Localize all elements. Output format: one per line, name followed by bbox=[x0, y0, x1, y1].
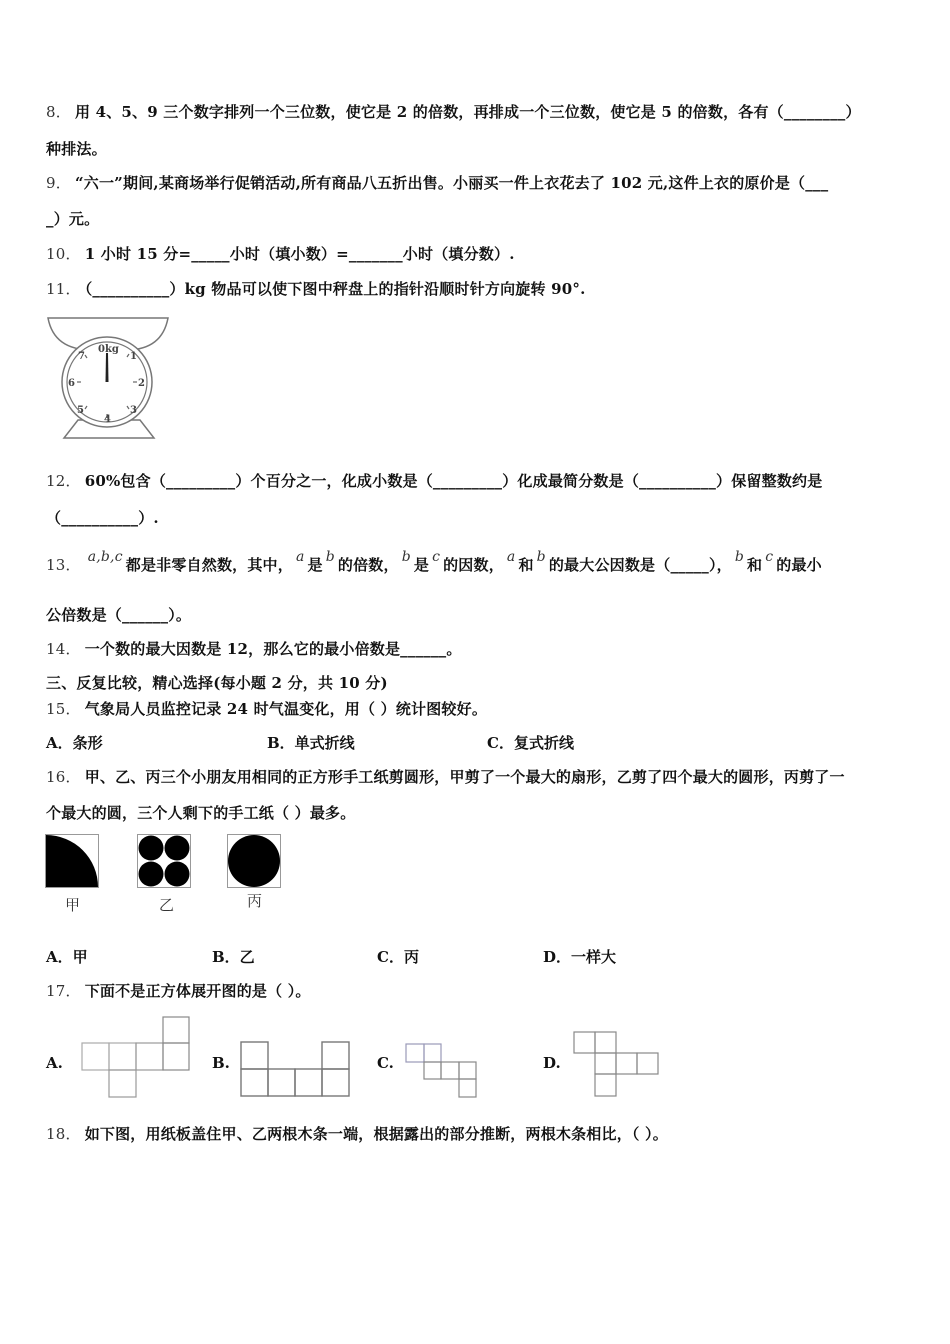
question-number: 8． bbox=[46, 103, 71, 121]
question-14 bbox=[46, 639, 462, 659]
question-number: 9． bbox=[46, 174, 71, 192]
question-8-cont bbox=[46, 139, 107, 159]
caption-bing: 丙 bbox=[247, 892, 263, 910]
dial-label-0kg: 0kg bbox=[98, 344, 119, 355]
option-b[interactable]: B. bbox=[212, 1054, 230, 1072]
question-text: 下面不是正方体展开图的是（ ）。 bbox=[84, 982, 311, 1000]
question-text: 的最大公因数是（_____）， bbox=[548, 556, 732, 574]
math-var: b bbox=[536, 549, 546, 565]
cube-net-d[interactable] bbox=[572, 1030, 662, 1100]
figure-yi-four-circles bbox=[137, 834, 191, 888]
caption-jia: 甲 bbox=[65, 896, 81, 914]
section-title: 三、反复比较，精心选择(每小题 2 分，共 10 分) bbox=[46, 674, 388, 692]
question-13-cont bbox=[46, 605, 191, 625]
svg-text:7: 7 bbox=[78, 351, 85, 362]
question-10 bbox=[46, 244, 515, 264]
question-text: 的因数， bbox=[443, 556, 504, 574]
svg-text:5: 5 bbox=[77, 405, 84, 416]
question-text: _）元。 bbox=[46, 210, 100, 228]
question-number: 16． bbox=[46, 768, 81, 786]
question-16-cont bbox=[46, 803, 355, 823]
question-text: 和 bbox=[518, 556, 534, 574]
question-text: 种排法。 bbox=[46, 140, 107, 158]
question-number: 12． bbox=[46, 472, 81, 490]
question-text: 是 bbox=[413, 556, 430, 574]
math-var: a,b,c bbox=[87, 549, 123, 565]
question-text: 甲、乙、丙三个小朋友用相同的正方形手工纸剪圆形，甲剪了一个最大的扇形，乙剪了四个最大的圆形，丙剪了一 bbox=[84, 768, 845, 786]
question-text: 个最大的圆，三个人剩下的手工纸（ ）最多。 bbox=[46, 804, 356, 822]
svg-text:1: 1 bbox=[130, 351, 137, 362]
question-12 bbox=[46, 471, 822, 491]
question-9-cont bbox=[46, 209, 99, 229]
question-number: 17． bbox=[46, 982, 81, 1000]
question-number: 11． bbox=[46, 280, 81, 298]
math-var: b bbox=[734, 549, 745, 565]
question-text: 公倍数是（______）。 bbox=[46, 606, 192, 624]
question-11 bbox=[46, 279, 586, 299]
question-12-cont bbox=[46, 508, 159, 528]
svg-text:2: 2 bbox=[138, 378, 145, 389]
question-text: 1 小时 15 分=_____小时（填小数）=_______小时（填分数）. bbox=[84, 245, 515, 263]
math-var: b bbox=[325, 549, 335, 565]
math-var: c bbox=[765, 549, 774, 565]
question-number: 10． bbox=[46, 245, 81, 263]
svg-text:6: 6 bbox=[68, 378, 75, 389]
svg-text:3: 3 bbox=[130, 405, 137, 416]
figure-jia-quarter-circle bbox=[45, 834, 99, 888]
caption-yi: 乙 bbox=[159, 896, 175, 914]
question-text: 用 4、5、9 三个数字排列一个三位数，使它是 2 的倍数，再排成一个三位数，使它是 5 的倍数，各有（________） bbox=[74, 103, 861, 121]
option-b[interactable]: B．单式折线 bbox=[267, 734, 355, 752]
question-text: 和 bbox=[747, 556, 763, 574]
question-text: 60%包含（_________）个百分之一，化成小数是（_________）化成最简分数是（__________）保留整数约是 bbox=[84, 472, 823, 490]
scale-figure bbox=[44, 312, 174, 442]
option-a[interactable]: A. bbox=[46, 1054, 63, 1072]
question-15 bbox=[46, 699, 487, 719]
question-8 bbox=[46, 102, 861, 122]
question-text: 都是非零自然数，其中， bbox=[125, 556, 293, 574]
question-number: 15． bbox=[46, 700, 81, 718]
figure-bing-one-circle bbox=[227, 834, 281, 888]
option-b[interactable]: B．乙 bbox=[212, 948, 255, 966]
option-a[interactable]: A．甲 bbox=[46, 948, 88, 966]
question-18 bbox=[46, 1124, 668, 1144]
section-heading bbox=[46, 673, 388, 693]
cube-net-b[interactable] bbox=[239, 1040, 353, 1098]
option-c[interactable]: C．丙 bbox=[377, 948, 419, 966]
option-c[interactable]: C. bbox=[377, 1054, 394, 1072]
question-text: 的倍数， bbox=[337, 556, 399, 574]
option-d[interactable]: D．一样大 bbox=[543, 948, 617, 966]
question-number: 14． bbox=[46, 640, 81, 658]
question-text: （__________）. bbox=[46, 509, 159, 527]
math-var: a bbox=[506, 549, 516, 565]
math-var: c bbox=[432, 549, 441, 565]
question-text: 气象局人员监控记录 24 时气温变化，用（ ）统计图较好。 bbox=[84, 700, 488, 718]
question-number: 13． bbox=[46, 556, 81, 574]
math-var: b bbox=[401, 549, 411, 565]
cube-net-a[interactable] bbox=[80, 1015, 192, 1099]
question-9 bbox=[46, 173, 828, 193]
question-text: “六一”期间,某商场举行促销活动,所有商品八五折出售。小丽买一件上衣花去了 102 元,这件上衣的原价是（___ bbox=[74, 174, 829, 192]
question-number: 18． bbox=[46, 1125, 81, 1143]
option-a[interactable]: A．条形 bbox=[46, 734, 103, 752]
math-var: a bbox=[295, 549, 305, 565]
question-text: 一个数的最大因数是 12，那么它的最小倍数是______。 bbox=[84, 640, 462, 658]
option-c[interactable]: C．复式折线 bbox=[487, 734, 574, 752]
question-text: （__________）kg 物品可以使下图中秤盘上的指针沿顺时针方向旋转 90°. bbox=[84, 280, 586, 298]
question-text: 是 bbox=[307, 556, 323, 574]
question-17 bbox=[46, 981, 311, 1001]
question-text: 的最小 bbox=[776, 556, 822, 574]
question-16 bbox=[46, 767, 845, 787]
question-13 bbox=[46, 549, 822, 576]
cube-net-c[interactable] bbox=[405, 1042, 479, 1100]
question-text: 如下图，用纸板盖住甲、乙两根木条一端，根据露出的部分推断，两根木条相比，（ ）。 bbox=[84, 1125, 668, 1143]
svg-text:4: 4 bbox=[104, 414, 111, 425]
option-d[interactable]: D. bbox=[543, 1054, 561, 1072]
